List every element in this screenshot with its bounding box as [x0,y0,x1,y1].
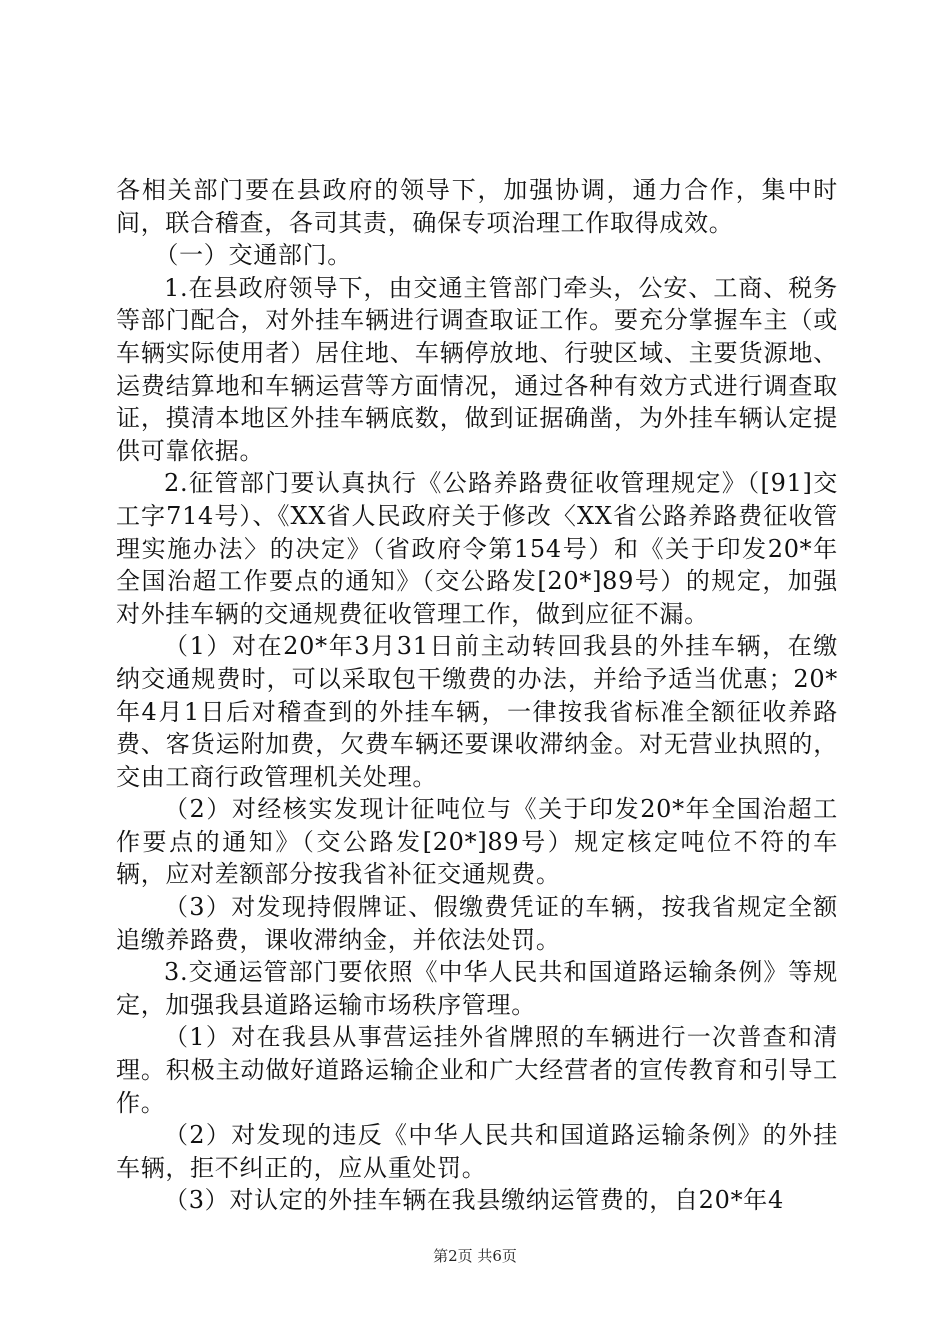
paragraph-item-3: 3.交通运管部门要依照《中华人民共和国道路运输条例》等规定，加强我县道路运输市场秩序管理。 [116,958,838,1019]
paragraph-item-2-2: （2）对经核实发现计征吨位与《关于印发20*年全国治超工作要点的通知》（交公路发[20*]89号）规定核定吨位不符的车辆，应对差额部分按我省补征交通规费。 [116,795,838,889]
page-footer: 第2页 共6页 [433,1247,517,1265]
paragraph-item-2-1: （1）对在20*年3月31日前主动转回我县的外挂车辆，在缴纳交通规费时，可以采取包干缴费的办法，并给予适当优惠；20*年4月1日后对稽查到的外挂车辆，一律按我省标准全额征收养路费、客货运附加费，欠费车辆还要课收滞纳金。对无营业执照的，交由工商行政管理机关处理。 [116,632,838,791]
paragraph-item-3-1: （1）对在我县从事营运挂外省牌照的车辆进行一次普查和清理。积极主动做好道路运输企业和广大经营者的宣传教育和引导工作。 [116,1023,838,1117]
document-page [116,174,838,1217]
paragraph-item-2: 2.征管部门要认真执行《公路养路费征收管理规定》（[91]交工字714号）、《XX省人民政府关于修改〈XX省公路养路费征收管理实施办法〉的决定》（省政府令第154号）和《关于印发20*年全国治超工作要点的通知》（交公路发[20*]89号）的规定，加强对外挂车辆的交通规费征收管理工作，做到应征不漏。 [116,469,838,628]
paragraph-item-2-3: （3）对发现持假牌证、假缴费凭证的车辆，按我省规定全额追缴养路费，课收滞纳金，并依法处罚。 [116,893,838,954]
paragraph-item-1: 1.在县政府领导下，由交通主管部门牵头，公安、工商、税务等部门配合，对外挂车辆进行调查取证工作。要充分掌握车主（或车辆实际使用者）居住地、车辆停放地、行驶区域、主要货源地、运费结算地和车辆运营等方面情况，通过各种有效方式进行调查取证，摸清本地区外挂车辆底数，做到证据确凿，为外挂车辆认定提供可靠依据。 [116,273,838,465]
paragraph-item-3-2: （2）对发现的违反《中华人民共和国道路运输条例》的外挂车辆，拒不纠正的，应从重处罚。 [116,1121,838,1182]
section-heading-transport: （一）交通部门。 [154,241,352,270]
paragraph-item-3-3: （3）对认定的外挂车辆在我县缴纳运管费的，自20*年4 [164,1186,784,1215]
paragraph-intro: 各相关部门要在县政府的领导下，加强协调，通力合作，集中时间，联合稽查，各司其责，确保专项治理工作取得成效。 [116,176,838,237]
